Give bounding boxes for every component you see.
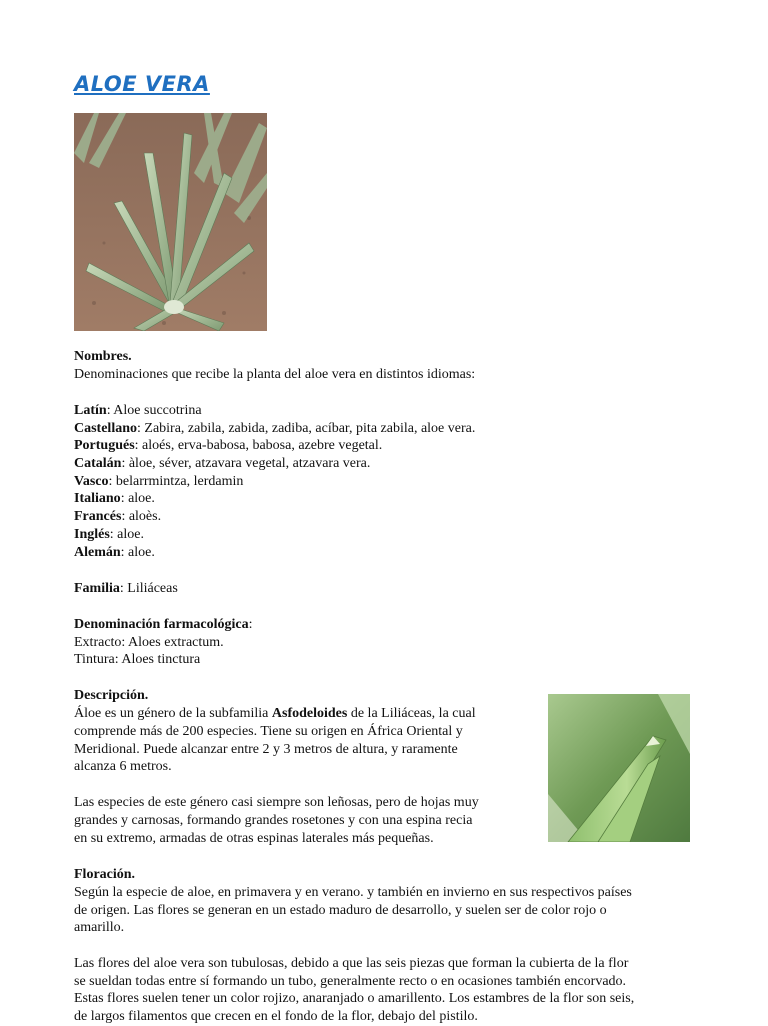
language-row: Alemán: aloe. — [74, 545, 155, 560]
floracion-line: Las flores del aloe vera son tubulosas, debido a que las seis piezas que forman la cubierta de la flor — [74, 956, 629, 971]
descripcion-line: Las especies de este género casi siempre son leñosas, pero de hojas muy — [74, 795, 479, 810]
floracion-line: de largos filamentos que crecen en el fondo de la flor, debajo del pistilo. — [74, 1009, 478, 1024]
aloe-leaf-photo — [548, 694, 690, 842]
floracion-line: se sueldan todas entre sí formando un tubo, generalmente recto o en ocasiones también encorvado. — [74, 974, 627, 989]
farmaco-heading: Denominación farmacológica: — [74, 617, 253, 632]
descripcion-line: Áloe es un género de la subfamilia Asfodeloides de la Liliáceas, la cual — [74, 706, 476, 721]
familia-line: Familia: Liliáceas — [74, 581, 178, 596]
floracion-line: de origen. Las flores se generan en un estado maduro de desarrollo, y suelen ser de color rojo o — [74, 903, 607, 918]
language-row: Italiano: aloe. — [74, 491, 155, 506]
language-row: Catalán: àloe, séver, atzavara vegetal, atzavara vera. — [74, 456, 371, 471]
floracion-line: Según la especie de aloe, en primavera y en verano. y también en invierno en sus respectivos países — [74, 885, 632, 900]
nombres-intro: Denominaciones que recibe la planta del aloe vera en distintos idiomas: — [74, 367, 476, 382]
page-title: ALOE VERA — [74, 72, 210, 96]
language-row: Castellano: Zabira, zabila, zabida, zadiba, acíbar, pita zabila, aloe vera. — [74, 421, 476, 436]
floracion-line: amarillo. — [74, 920, 125, 935]
nombres-heading: Nombres. — [74, 349, 132, 364]
descripcion-line: Meridional. Puede alcanzar entre 2 y 3 metros de altura, y raramente — [74, 742, 458, 757]
language-row: Portugués: aloés, erva-babosa, babosa, azebre vegetal. — [74, 438, 383, 453]
floracion-heading: Floración. — [74, 867, 136, 882]
aloe-plant-photo — [74, 113, 267, 331]
farmaco-line: Extracto: Aloes extractum. — [74, 635, 224, 650]
descripcion-line: alcanza 6 metros. — [74, 759, 172, 774]
language-row: Vasco: belarrmintza, lerdamin — [74, 474, 244, 489]
language-row: Francés: aloès. — [74, 509, 162, 524]
farmaco-line: Tintura: Aloes tinctura — [74, 652, 201, 667]
language-row: Inglés: aloe. — [74, 527, 145, 542]
language-row: Latín: Aloe succotrina — [74, 403, 202, 418]
descripcion-line: grandes y carnosas, formando grandes rosetones y con una espina recia — [74, 813, 473, 828]
descripcion-line: comprende más de 200 especies. Tiene su origen en África Oriental y — [74, 724, 463, 739]
floracion-line: Estas flores suelen tener un color rojizo, anaranjado o amarillento. Los estambres de la flor son seis, — [74, 991, 635, 1006]
descripcion-heading: Descripción. — [74, 688, 149, 703]
descripcion-line: en su extremo, armadas de otras espinas laterales más pequeñas. — [74, 831, 434, 846]
